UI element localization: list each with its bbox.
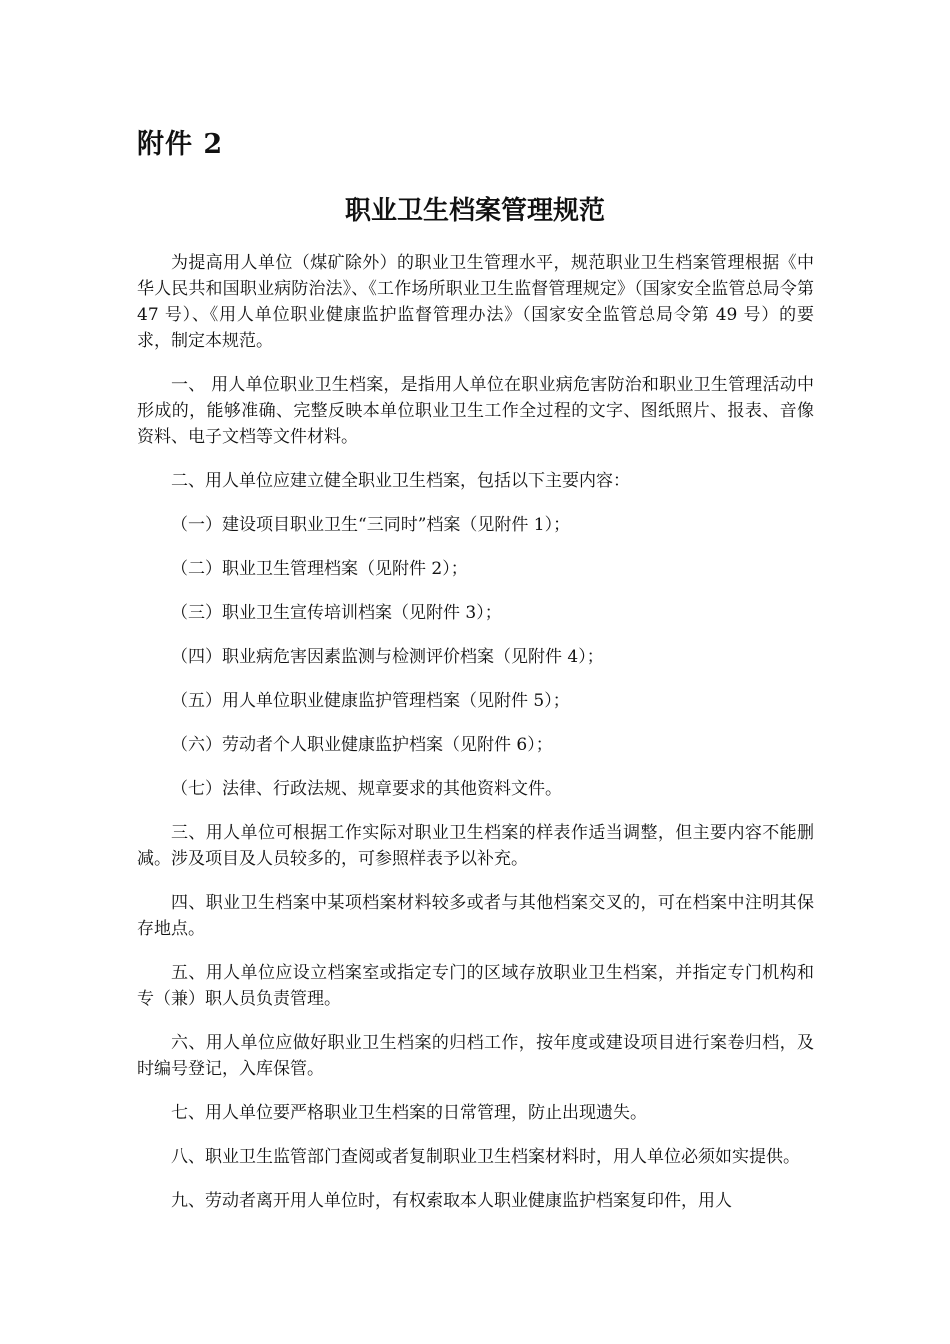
list-item: （二）职业卫生管理档案（见附件 2）； [171,559,468,579]
section-1: 一、 用人单位职业卫生档案，是指用人单位在职业病危害防治和职业卫生管理活动中形成的，能够准确、完整反映本单位职业卫生工作全过程的文字、图纸照片、报表、音像资料、电子文档等文件材料。 [137,375,814,447]
list-item: （五）用人单位职业健康监护管理档案（见附件 5）； [171,691,570,711]
document-body [137,250,814,1232]
list-item: （六）劳动者个人职业健康监护档案（见附件 6）； [171,735,553,755]
section-3: 三、用人单位可根据工作实际对职业卫生档案的样表作适当调整，但主要内容不能删减。涉及项目及人员较多的，可参照样表予以补充。 [137,823,814,869]
section-2: 二、用人单位应建立健全职业卫生档案，包括以下主要内容： [171,471,630,491]
section-7: 七、用人单位要严格职业卫生档案的日常管理，防止出现遗失。 [171,1103,647,1123]
section-4: 四、职业卫生档案中某项档案材料较多或者与其他档案交叉的，可在档案中注明其保存地点。 [137,893,814,939]
attachment-label: 附件 2 [137,129,224,160]
list-item: （三）职业卫生宣传培训档案（见附件 3）； [171,603,502,623]
section-9: 九、劳动者离开用人单位时，有权索取本人职业健康监护档案复印件，用人 [171,1191,732,1211]
section-6: 六、用人单位应做好职业卫生档案的归档工作，按年度或建设项目进行案卷归档，及时编号登记，入库保管。 [137,1033,814,1079]
list-item: （四）职业病危害因素监测与检测评价档案（见附件 4）； [171,647,604,667]
list-item: （一）建设项目职业卫生“三同时”档案（见附件 1）； [171,515,571,535]
list-item: （七）法律、行政法规、规章要求的其他资料文件。 [171,779,562,799]
intro-paragraph: 为提高用人单位（煤矿除外）的职业卫生管理水平，规范职业卫生档案管理根据《中华人民共和国职业病防治法》、《工作场所职业卫生监督管理规定》（国家安全监管总局令第 47 号）、《用人单位职业健康监护监督管理办法》（国家安全监管总局令第 49 号）的要求，制定本规范。 [137,253,814,351]
document-title: 职业卫生档案管理规范 [344,196,605,226]
section-8: 八、职业卫生监管部门查阅或者复制职业卫生档案材料时，用人单位必须如实提供。 [171,1147,800,1167]
section-5: 五、用人单位应设立档案室或指定专门的区域存放职业卫生档案，并指定专门机构和专（兼）职人员负责管理。 [137,963,814,1009]
